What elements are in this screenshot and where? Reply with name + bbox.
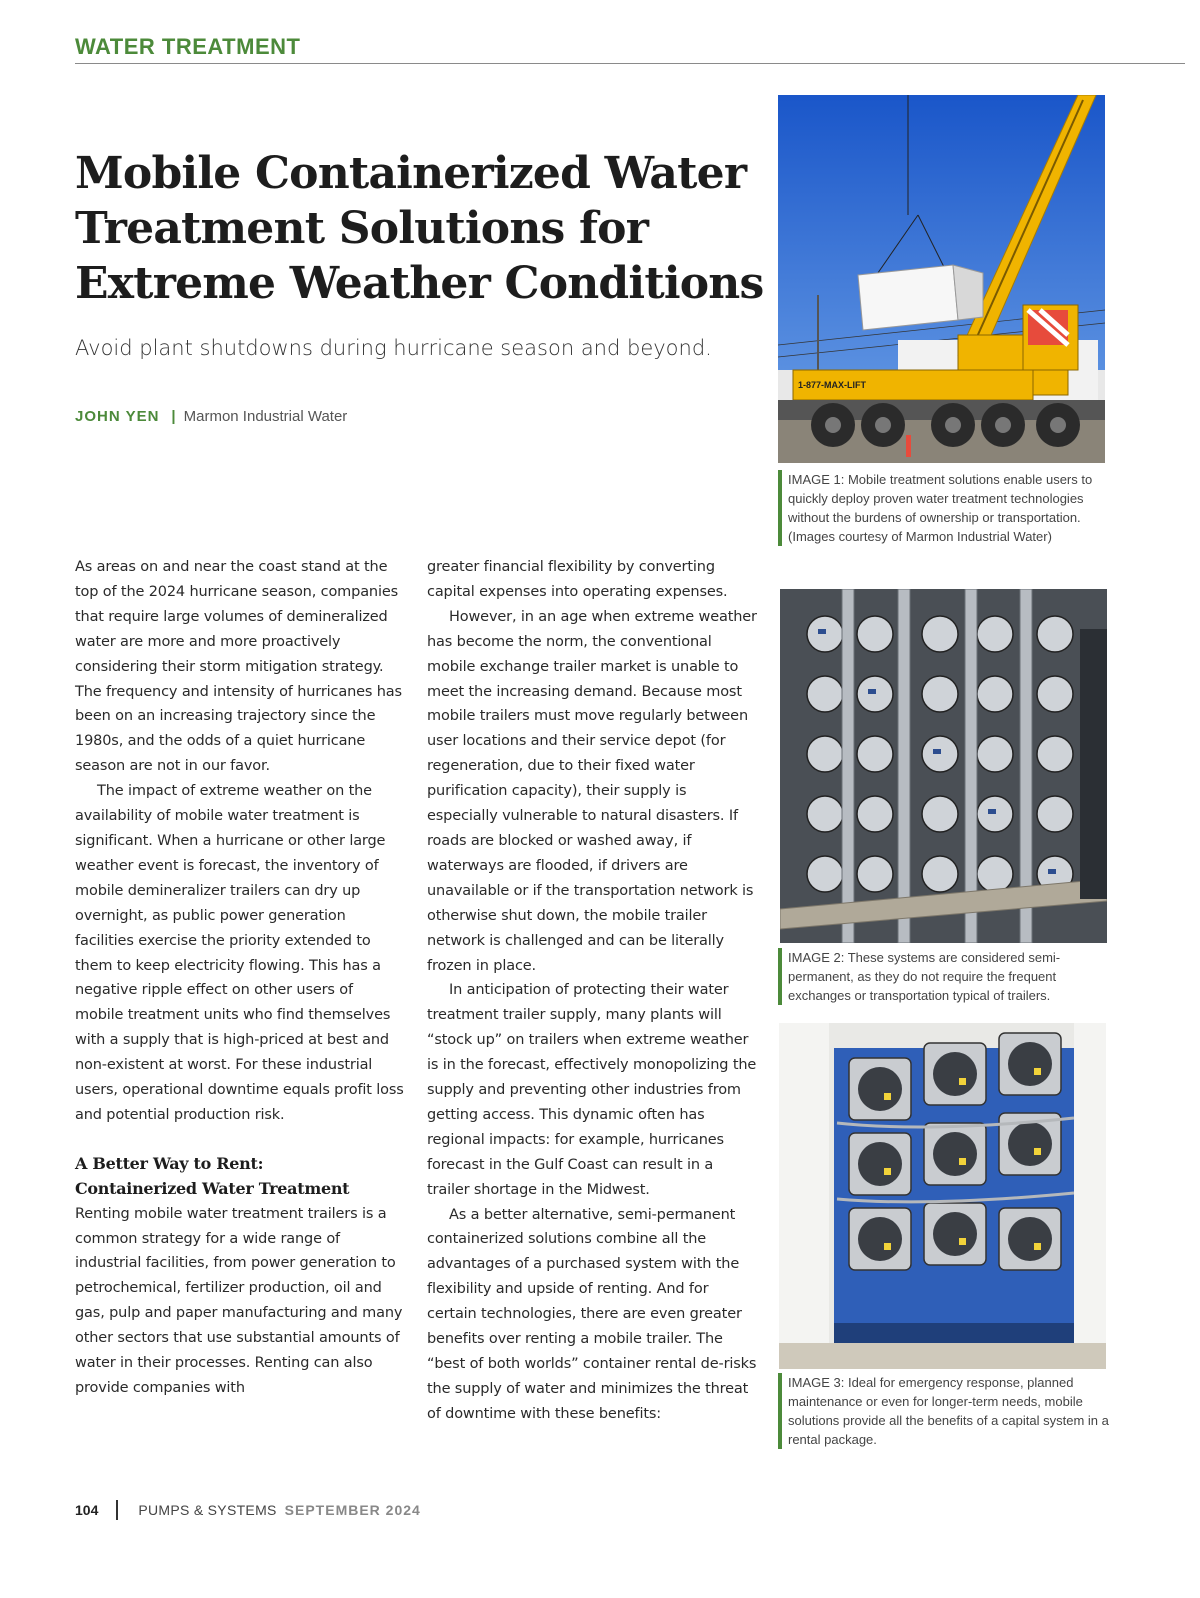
col2-paragraph-1: greater financial flexibility by converting capital expenses into operating expenses.: [427, 559, 728, 600]
col1-paragraph-3: Renting mobile water treatment trailers is a common strategy for a wide range of industrial facilities, from power generation to petrochemical, fertilizer production, oil and gas, pulp and paper manufacturing and many other sectors that use substantial amounts of water in their processes. Renting can also provide companies with: [75, 1205, 403, 1396]
section-heading: [75, 1152, 405, 1202]
image-2-caption: IMAGE 2: These systems are considered semi-permanent, as they do not require the frequent exchanges or transportation typical of trailers.: [778, 948, 1110, 1005]
body-column-2: [427, 555, 757, 1427]
title-line-1: Mobile Containerized Water: [75, 148, 747, 199]
col2-paragraph-3: In anticipation of protecting their water treatment trailer supply, many plants will “stock up” on trailers when extreme weather is in the forecast, effectively monopolizing the supply and preventing other industries from getting access. This dynamic often has regional impacts: for example, hurricanes forecast in the Gulf Coast can result in a trailer shortage in the Midwest.: [427, 982, 757, 1198]
image-3-caption: IMAGE 3: Ideal for emergency response, planned maintenance or even for longer-term needs, mobile solutions provide all the benefits of a capital system in a rental package.: [778, 1373, 1110, 1449]
title-line-3: Extreme Weather Conditions: [75, 258, 764, 309]
article-subtitle: Avoid plant shutdowns during hurricane season and beyond.: [75, 336, 712, 360]
section-heading-line-1: A Better Way to Rent:: [75, 1153, 264, 1173]
byline-separator: |: [171, 408, 176, 425]
header-rule: [75, 63, 1185, 64]
page-number: 104: [75, 1502, 99, 1518]
heading-spacer: [75, 1128, 405, 1152]
article-title: [75, 146, 765, 311]
vessel-rack-photo: [779, 1023, 1106, 1369]
magazine-name: PUMPS & SYSTEMS: [138, 1502, 277, 1518]
col2-paragraph-2: However, in an age when extreme weather has become the norm, the conventional mobile exchange trailer market is unable to meet the increasing demand. Because most mobile trailers must move regularly between user locations and their service depot (for regeneration, due to their fixed water purification capacity), their supply is especially vulnerable to natural disasters. If roads are blocked or washed away, if waterways are flooded, if drivers are unavailable or if the transportation network is otherwise shut down, the mobile trailer network is challenged and can be literally frozen in place.: [427, 608, 757, 974]
col1-paragraph-1: As areas on and near the coast stand at the top of the 2024 hurricane season, companies that require large volumes of demineralized water are more and more proactively considering their storm mitigation strategy. The frequency and intensity of hurricanes has been on an increasing trajectory since the 1980s, and the odds of a quiet hurricane season are not in our favor.: [75, 559, 402, 775]
title-line-2: Treatment Solutions for: [75, 203, 649, 254]
pressure-vessels-photo: [780, 589, 1107, 943]
section-heading-line-2: Containerized Water Treatment: [75, 1178, 350, 1198]
image-1-caption: IMAGE 1: Mobile treatment solutions enable users to quickly deploy proven water treatment technologies without the burdens of ownership or transportation. (Images courtesy of Marmon Industrial Water): [778, 470, 1110, 546]
section-label: WATER TREATMENT: [75, 34, 301, 59]
col1-paragraph-2: The impact of extreme weather on the availability of mobile water treatment is significant. When a hurricane or other large weather event is forecast, the inventory of mobile demineralizer trailers can dry up overnight, as public power generation facilities exercise the priority extended to them to keep electricity flowing. This has a negative ripple effect on other users of mobile treatment units who find themselves with a supply that is high-priced at best and non-existent at worst. For these industrial users, operational downtime equals profit loss and potential production risk.: [75, 783, 404, 1123]
footer-divider: [116, 1500, 118, 1520]
crane-lifting-container-photo: [778, 95, 1105, 463]
body-column-1: [75, 555, 405, 1401]
col2-paragraph-4: As a better alternative, semi-permanent containerized solutions combine all the advantages of a purchased system with the flexibility and upside of renting. And for certain technologies, there are even greater benefits over renting a mobile trailer. The “best of both worlds” container rental de-risks the supply of water and minimizes the threat of downtime with these benefits:: [427, 1206, 757, 1422]
author-organization: Marmon Industrial Water: [183, 408, 348, 425]
page-footer: [75, 1500, 421, 1520]
issue-date: SEPTEMBER 2024: [284, 1502, 421, 1518]
byline: [75, 408, 347, 425]
crane-sign-text: 1-877-MAX-LIFT: [798, 380, 867, 390]
author-name: JOHN YEN: [75, 408, 160, 425]
